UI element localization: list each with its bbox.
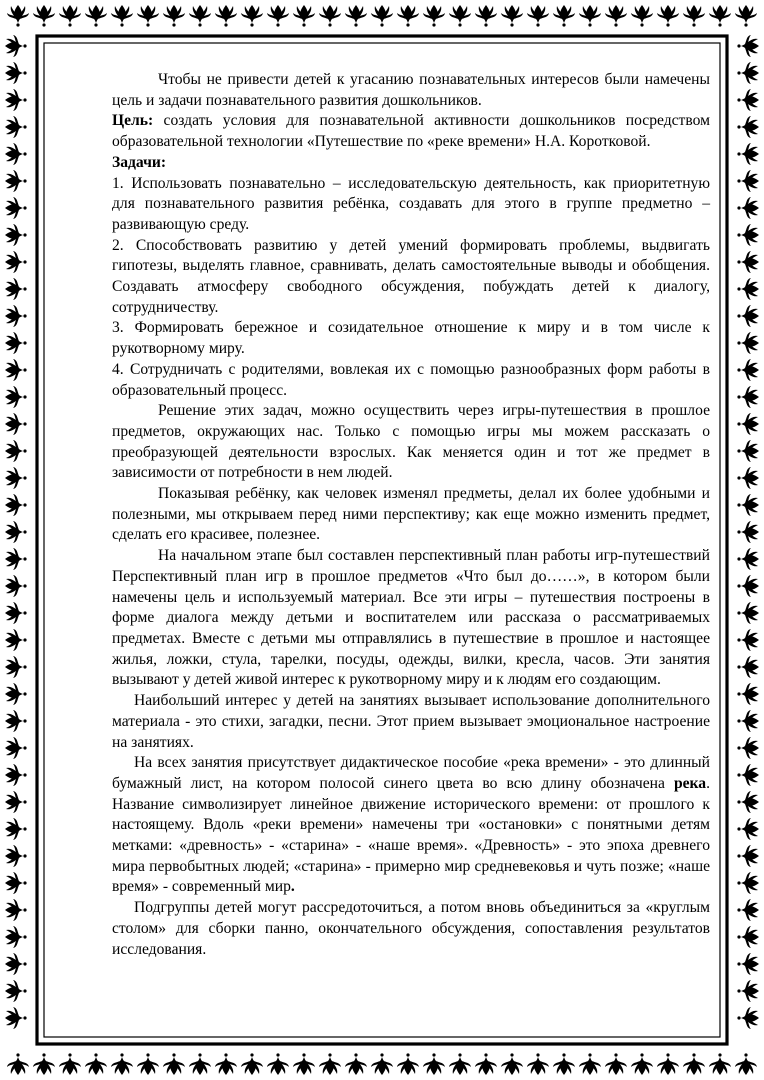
ornament-right (737, 980, 759, 1002)
ornament-right (737, 710, 759, 732)
ornament-left (5, 737, 27, 759)
ornament-right (737, 602, 759, 624)
ornament-right (737, 818, 759, 840)
ornament-bottom (189, 1053, 211, 1075)
ornament-left (5, 953, 27, 975)
ornament-left (5, 980, 27, 1002)
ornament-top (631, 5, 653, 27)
ornament-left (5, 602, 27, 624)
ornament-left (5, 440, 27, 462)
ornament-left (5, 926, 27, 948)
ornament-left (5, 629, 27, 651)
ornament-left (5, 197, 27, 219)
ornament-bottom (267, 1053, 289, 1075)
ornament-top (215, 5, 237, 27)
ornament-bottom (293, 1053, 315, 1075)
ornament-top (605, 5, 627, 27)
ornament-bottom (345, 1053, 367, 1075)
ornament-top (267, 5, 289, 27)
ornament-right (737, 683, 759, 705)
ornament-left (5, 170, 27, 192)
ornament-right (737, 116, 759, 138)
showing-paragraph: Показывая ребёнку, как человек изменял предметы, делал их более удобными и полезными, мы открываем перед ними перспективу; как еще можно изменить предмет, сделать его красивее, полезнее. (112, 485, 710, 544)
ornament-top (293, 5, 315, 27)
ornament-right (737, 521, 759, 543)
ornament-left (5, 89, 27, 111)
ornament-right (737, 494, 759, 516)
river-of-time-paragraph (112, 753, 710, 898)
ornament-bottom (397, 1053, 419, 1075)
ornament-left (5, 35, 27, 57)
goal-label: Цель: (112, 112, 154, 130)
ornament-bottom (735, 1053, 757, 1075)
ornament-bottom (579, 1053, 601, 1075)
ornament-right (737, 1007, 759, 1029)
ornament-right (737, 332, 759, 354)
ornament-right (737, 791, 759, 813)
goal-text: создать условия для познавательной активности дошкольников посредством образовательной технологии «Путешествие по «реке времени» Н.А. Коротковой. (112, 112, 710, 151)
ornament-right (737, 413, 759, 435)
ornament-bottom (423, 1053, 445, 1075)
ornament-left (5, 575, 27, 597)
ornament-right (737, 899, 759, 921)
ornament-left (5, 359, 27, 381)
ornament-top (137, 5, 159, 27)
ornament-top (501, 5, 523, 27)
ornament-left (5, 818, 27, 840)
ornament-right (737, 629, 759, 651)
ornament-left (5, 656, 27, 678)
ornament-top (397, 5, 419, 27)
ornament-top (111, 5, 133, 27)
ornament-bottom (215, 1053, 237, 1075)
ornament-bottom (241, 1053, 263, 1075)
ornament-top (735, 5, 757, 27)
ornament-right (737, 548, 759, 570)
ornament-left (5, 683, 27, 705)
river-bold-word: река (673, 774, 707, 792)
ornament-top (371, 5, 393, 27)
ornament-bottom (657, 1053, 679, 1075)
ornament-bottom (319, 1053, 341, 1075)
river-text-part-2: . Название символизирует линейное движение исторического времени: от прошлого к настоящему. Вдоль «реки времени» намечены три «остановки» с понятными детям метками: «древность» - «старина» - «наше время». «Древность» - это эпоха древнего мира первобытных людей; «старина» - примерно мир средневековья и чуть позже; «наше время» - современный мир (112, 774, 710, 896)
tasks-heading (112, 153, 710, 174)
ornament-top (345, 5, 367, 27)
ornament-right (737, 359, 759, 381)
ornament-bottom (111, 1053, 133, 1075)
ornament-left (5, 116, 27, 138)
ornament-bottom (475, 1053, 497, 1075)
ornament-left (5, 386, 27, 408)
ornament-left (5, 305, 27, 327)
ornament-right (737, 845, 759, 867)
ornament-top (683, 5, 705, 27)
ornament-left (5, 62, 27, 84)
ornament-top (449, 5, 471, 27)
ornament-top (33, 5, 55, 27)
ornament-bottom (137, 1053, 159, 1075)
ornament-right (737, 170, 759, 192)
ornament-left (5, 494, 27, 516)
ornament-top (7, 5, 29, 27)
ornament-bottom (709, 1053, 731, 1075)
goal-paragraph (112, 111, 710, 152)
ornament-left (5, 251, 27, 273)
ornament-bottom (59, 1053, 81, 1075)
ornament-top (709, 5, 731, 27)
ornament-top (527, 5, 549, 27)
ornament-bottom (371, 1053, 393, 1075)
ornament-top (59, 5, 81, 27)
ornament-left (5, 764, 27, 786)
ornament-left (5, 224, 27, 246)
tasks-label: Задачи: (112, 153, 167, 171)
ornament-right (737, 872, 759, 894)
ornament-right (737, 89, 759, 111)
ornament-top (553, 5, 575, 27)
solution-paragraph: Решение этих задач, можно осуществить через игры-путешествия в прошлое предметов, окружающих нас. Только с помощью игры мы можем рассказать о преобразующей деятельности взрослых. Как меняется один и тот же предмет в зависимости от потребности в нем людей. (112, 402, 710, 482)
intro-paragraph: Чтобы не привести детей к угасанию познавательных интересов были намечены цель и задачи познавательного развития дошкольников. (112, 71, 710, 109)
ornament-top (423, 5, 445, 27)
ornament-top (657, 5, 679, 27)
ornament-right (737, 386, 759, 408)
task-item-4: 4. Сотрудничать с родителями, вовлекая их с помощью разнообразных форм работы в образовательный процесс. (112, 360, 710, 399)
ornament-top (189, 5, 211, 27)
initial-stage-paragraph: На начальном этапе был составлен перспективный план работы игр-путешествий Перспективный план игр в прошлое предметов «Что был до……», в котором были намечены цель и используемый материал. Все эти игры – путешествия построены в форме диалога между детьми и воспитателем или рассказа о рассматриваемых предметах. Вместе с детьми мы отправлялись в путешествие в прошлое и настоящее жилья, ложки, стула, тарелки, посуды, одежды, вилки, кресла, часов. Эти занятия вызывают у детей живой интерес к рукотворному миру и к людям его создающим. (112, 547, 710, 689)
ornament-bottom (163, 1053, 185, 1075)
ornament-left (5, 467, 27, 489)
ornament-left (5, 1007, 27, 1029)
task-item-2: 2. Способствовать развитию у детей умений формировать проблемы, выдвигать гипотезы, выделять главное, сравнивать, делать самостоятельные выводы и обобщения. Создавать атмосферу свободного обсуждения, побуждать детей к диалогу, сотрудничеству. (112, 236, 710, 316)
ornament-right (737, 737, 759, 759)
ornament-bottom (605, 1053, 627, 1075)
ornament-bottom (85, 1053, 107, 1075)
river-text-part-1: На всех занятия присутствует дидактическое пособие «река времени» - это длинный бумажный лист, на котором полосой синего цвета во всю длину обозначена (112, 754, 710, 792)
task-item-1: 1. Использовать познавательно – исследовательскую деятельность, как приоритетную для познавательного развития ребёнка, создавать для этого в группе предметно – развивающую среду. (112, 174, 710, 233)
ornament-left (5, 521, 27, 543)
ornament-bottom (501, 1053, 523, 1075)
ornament-left (5, 278, 27, 300)
ornament-right (737, 197, 759, 219)
ornament-bottom (553, 1053, 575, 1075)
ornament-right (737, 467, 759, 489)
ornament-left (5, 332, 27, 354)
ornament-right (737, 926, 759, 948)
ornament-top (163, 5, 185, 27)
ornament-top (241, 5, 263, 27)
ornament-top (475, 5, 497, 27)
ornament-bottom (631, 1053, 653, 1075)
ornament-left (5, 899, 27, 921)
ornament-top (85, 5, 107, 27)
ornament-right (737, 305, 759, 327)
ornament-right (737, 656, 759, 678)
river-text-end: . (290, 878, 295, 896)
ornament-bottom (33, 1053, 55, 1075)
ornament-left (5, 548, 27, 570)
interest-paragraph: Наибольший интерес у детей на занятиях вызывает использование дополнительного материала - это стихи, загадки, песни. Этот прием вызывает эмоциональное настроение на занятиях. (112, 692, 710, 751)
ornament-bottom (449, 1053, 471, 1075)
ornament-left (5, 710, 27, 732)
ornament-right (737, 278, 759, 300)
text-body (112, 70, 710, 1010)
ornament-bottom (7, 1053, 29, 1075)
ornament-left (5, 872, 27, 894)
ornament-top (319, 5, 341, 27)
ornament-right (737, 143, 759, 165)
ornament-right (737, 764, 759, 786)
ornament-right (737, 575, 759, 597)
ornament-left (5, 143, 27, 165)
ornament-top (579, 5, 601, 27)
ornament-right (737, 953, 759, 975)
subgroups-paragraph: Подгруппы детей могут рассредоточиться, а потом вновь объединиться за «круглым столом» для сборки панно, окончательного обсуждения, сопоставления результатов исследования. (112, 899, 710, 958)
ornament-right (737, 35, 759, 57)
ornament-left (5, 791, 27, 813)
ornament-left (5, 845, 27, 867)
ornament-left (5, 413, 27, 435)
ornament-right (737, 440, 759, 462)
ornament-right (737, 224, 759, 246)
task-item-3: 3. Формировать бережное и созидательное отношение к миру и в том числе к рукотворному миру. (112, 319, 710, 358)
ornament-bottom (527, 1053, 549, 1075)
ornament-bottom (683, 1053, 705, 1075)
ornament-right (737, 62, 759, 84)
ornament-right (737, 251, 759, 273)
